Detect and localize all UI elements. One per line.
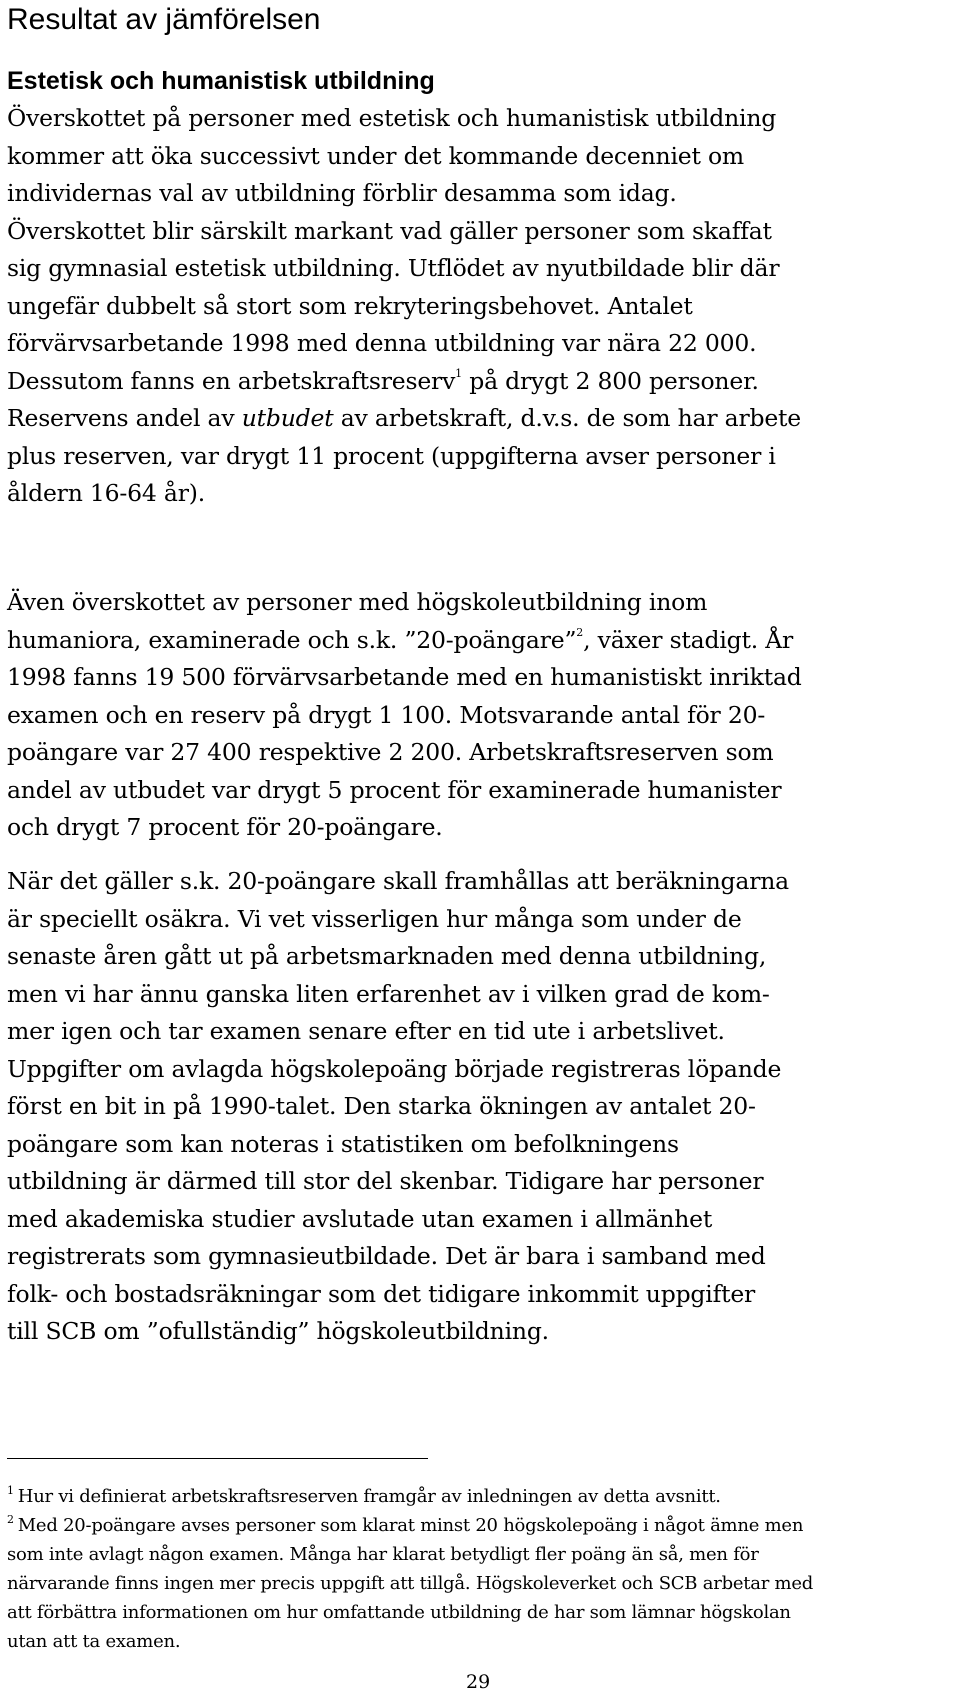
footnote-ref-2: 2 <box>576 625 584 639</box>
paragraph-1-line: ungefär dubbelt så stort som rekryteringsbehovet. Antalet <box>7 291 693 320</box>
paragraph-3-line: men vi har ännu ganska liten erfarenhet av i vilken grad de kom- <box>7 979 770 1008</box>
paragraph-2-line: poängare var 27 400 respektive 2 200. Arbetskraftsreserven som <box>7 738 774 766</box>
footnote-ref-1: 1 <box>455 366 462 380</box>
paragraph-3-line: mer igen och tar examen senare efter en tid ute i arbetslivet. <box>7 1017 725 1045</box>
paragraph-2-line: examen och en reserv på drygt 1 100. Motsvarande antal för 20- <box>7 700 766 729</box>
paragraph-1-line: plus reserven, var drygt 11 procent (uppgifterna avser personer i <box>7 441 776 470</box>
footnote-divider <box>7 1458 428 1459</box>
footnote-2 <box>7 1511 955 1540</box>
footnote-2-line: att förbättra informationen om hur omfattande utbildning de har som lämnar högskolan <box>7 1602 791 1623</box>
paragraph-3-line: När det gäller s.k. 20-poängare skall framhållas att beräkningarna <box>7 867 789 895</box>
paragraph-2-line <box>7 622 955 660</box>
paragraph-3-line: Uppgifter om avlagda högskolepoäng började registreras löpande <box>7 1054 782 1083</box>
footnote-mark: 2 <box>7 1513 14 1526</box>
paragraph-3-line: utbildning är därmed till stor del skenbar. Tidigare har personer <box>7 1167 764 1195</box>
paragraph-1 <box>7 100 955 513</box>
paragraph-2-line: och drygt 7 procent för 20-poängare. <box>7 813 443 841</box>
paragraph-1-line: förvärvsarbetande 1998 med denna utbildning var nära 22 000. <box>7 329 757 357</box>
emphasis-text: utbudet <box>241 404 334 432</box>
paragraph-1-line: Överskottet blir särskilt markant vad gäller personer som skaffat <box>7 216 772 245</box>
paragraph-2-line: Även överskottet av personer med högskoleutbildning inom <box>7 588 708 616</box>
paragraph-3-line: senaste åren gått ut på arbetsmarknaden med denna utbildning, <box>7 942 767 970</box>
paragraph-3 <box>7 863 955 1351</box>
text-run: humaniora, examinerade och s.k. ”20-poängare” <box>7 625 577 654</box>
paragraph-2-line: 1998 fanns 19 500 förvärvsarbetande med en humanistiskt inriktad <box>7 663 802 691</box>
paragraph-1-line <box>7 400 955 438</box>
text-run: av arbetskraft, d.v.s. de som har arbete <box>333 404 802 432</box>
footnote-1 <box>7 1482 955 1511</box>
text-run: Reservens andel av <box>7 404 242 432</box>
footnotes <box>7 1482 955 1656</box>
footnote-text: Med 20-poängare avses personer som klarat minst 20 högskolepoäng i något ämne men <box>17 1515 804 1536</box>
paragraph-1-line: Överskottet på personer med estetisk och humanistisk utbildning <box>7 104 777 132</box>
paragraph-1-line: åldern 16-64 år). <box>7 479 206 507</box>
paragraph-2 <box>7 584 955 847</box>
footnote-2-line: närvarande finns ingen mer precis uppgift att tillgå. Högskoleverket och SCB arbetar med <box>7 1573 814 1594</box>
text-run: på drygt 2 800 personer. <box>461 366 759 395</box>
page-number: 29 <box>466 1671 491 1693</box>
paragraph-3-line: är speciellt osäkra. Vi vet visserligen hur många som under de <box>7 904 742 933</box>
paragraph-3-line: registrerats som gymnasieutbildade. Det är bara i samband med <box>7 1242 766 1270</box>
section-title: Resultat av jämförelsen <box>7 3 321 36</box>
footnote-mark: 1 <box>7 1484 14 1497</box>
footnote-text: Hur vi definierat arbetskraftsreserven framgår av inledningen av detta avsnitt. <box>17 1486 721 1507</box>
paragraph-1-line <box>7 363 955 401</box>
subsection-title: Estetisk och humanistisk utbildning <box>7 67 435 95</box>
footnote-2-line: som inte avlagt någon examen. Många har klarat betydligt fler poäng än så, men för <box>7 1544 759 1565</box>
paragraph-1-line: individernas val av utbildning förblir desamma som idag. <box>7 179 677 207</box>
paragraph-3-line: med akademiska studier avslutade utan examen i allmänhet <box>7 1204 713 1233</box>
paragraph-2-line: andel av utbudet var drygt 5 procent för examinerade humanister <box>7 775 782 804</box>
paragraph-3-line: poängare som kan noteras i statistiken om befolkningens <box>7 1129 679 1158</box>
paragraph-1-line: kommer att öka successivt under det kommande decenniet om <box>7 141 745 170</box>
paragraph-1-line: sig gymnasial estetisk utbildning. Utflödet av nyutbildade blir där <box>7 254 780 282</box>
paragraph-3-line: till SCB om ”ofullständig” högskoleutbildning. <box>7 1317 549 1345</box>
paragraph-3-line: först en bit in på 1990-talet. Den starka ökningen av antalet 20- <box>7 1092 756 1120</box>
paragraph-3-line: folk- och bostadsräkningar som det tidigare inkommit uppgifter <box>7 1279 756 1308</box>
text-run: , växer stadigt. År <box>583 625 794 654</box>
text-run: Dessutom fanns en arbetskraftsreserv <box>7 366 456 395</box>
footnote-2-line: utan att ta examen. <box>7 1631 181 1652</box>
